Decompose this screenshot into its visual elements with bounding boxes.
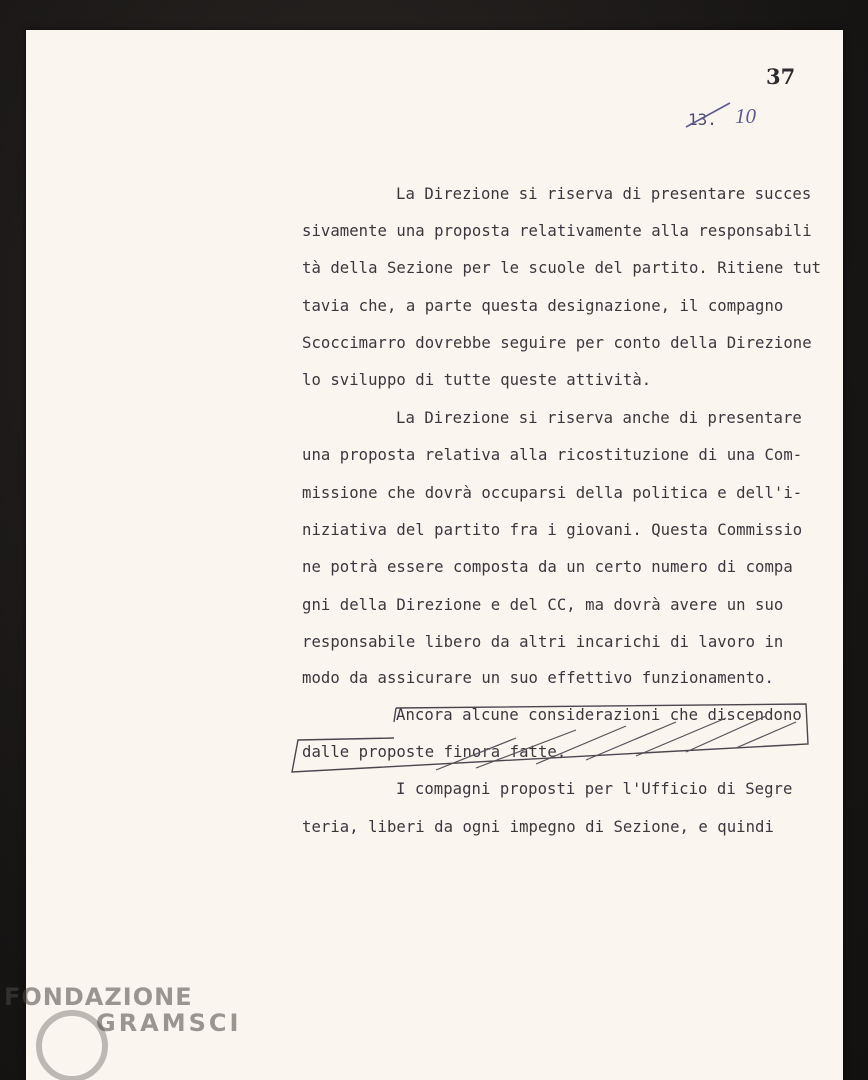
new-page-number: 10 <box>735 104 756 128</box>
watermark-line-2: GRAMSCI <box>96 1009 242 1037</box>
text-line: modo da assicurare un suo effettivo funzionamento. <box>302 669 774 687</box>
watermark <box>4 985 241 1035</box>
text-line: missione che dovrà occuparsi della politica e dell'i- <box>302 484 803 502</box>
old-page-number: 13. <box>688 110 717 129</box>
text-line: I compagni proposti per l'Ufficio di Segre <box>396 780 793 798</box>
text-line: tavia che, a parte questa designazione, il compagno <box>302 297 784 315</box>
text-line: La Direzione si riserva anche di presentare <box>396 409 802 427</box>
text-line-cancelled: Ancora alcune considerazioni che discendono <box>396 706 802 724</box>
text-line: lo sviluppo di tutte queste attività. <box>302 371 652 389</box>
text-line: tà della Sezione per le scuole del partito. Ritiene tut <box>302 259 822 277</box>
text-line: una proposta relativa alla ricostituzione di una Com- <box>302 446 803 464</box>
text-line: ne potrà essere composta da un certo numero di compa <box>302 558 793 576</box>
page-number: 37 <box>766 64 796 89</box>
text-line: La Direzione si riserva di presentare succes <box>396 185 812 203</box>
text-line: teria, liberi da ogni impegno di Sezione, e quindi <box>302 818 774 836</box>
text-line: sivamente una proposta relativamente alla responsabili <box>302 222 812 240</box>
watermark-line-1: FONDAZIONE <box>4 983 193 1011</box>
text-line: responsabile libero da altri incarichi di lavoro in <box>302 633 784 651</box>
text-line: gni della Direzione e del CC, ma dovrà avere un suo <box>302 596 784 614</box>
text-line: Scoccimarro dovrebbe seguire per conto della Direzione <box>302 334 812 352</box>
text-line-cancelled: dalle proposte finora fatte. <box>302 743 567 761</box>
text-line: niziativa del partito fra i giovani. Questa Commissio <box>302 521 803 539</box>
